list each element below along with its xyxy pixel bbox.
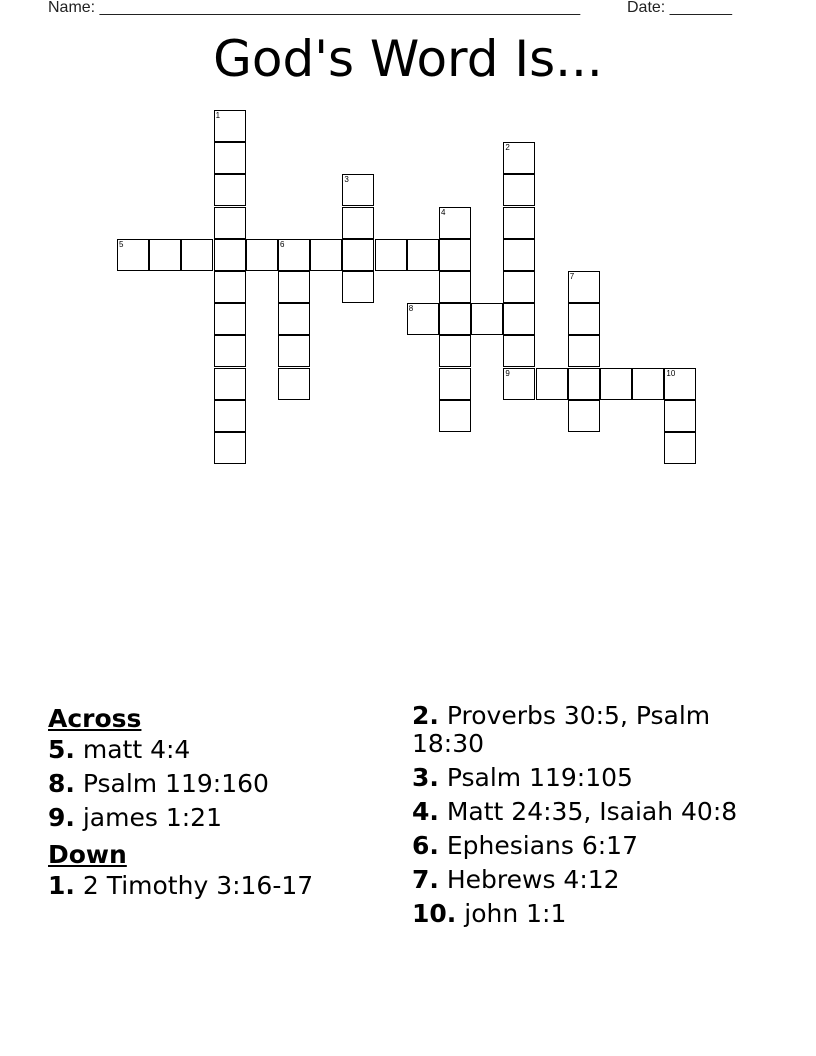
clue-down-6: 6. Ephesians 6:17 (412, 831, 638, 860)
crossword-cell[interactable] (439, 303, 471, 335)
name-field[interactable]: Name: ______________________________________________________ (48, 0, 581, 16)
crossword-cell[interactable] (342, 174, 374, 206)
crossword-cell[interactable] (149, 239, 181, 271)
clue-down-1: 1. 2 Timothy 3:16-17 (48, 871, 314, 900)
date-field[interactable]: Date: _______ (627, 0, 732, 16)
crossword-cell[interactable] (214, 110, 246, 142)
crossword-cell[interactable] (600, 368, 632, 400)
crossword-cell[interactable] (278, 303, 310, 335)
cell-number: 4 (441, 207, 446, 217)
clue-across-8: 8. Psalm 119:160 (48, 769, 269, 798)
clue-down-7: 7. Hebrews 4:12 (412, 865, 620, 894)
clue-across-9: 9. james 1:21 (48, 803, 222, 832)
clue-down-3: 3. Psalm 119:105 (412, 763, 633, 792)
crossword-cell[interactable] (503, 335, 535, 367)
clue-down-4: 4. Matt 24:35, Isaiah 40:8 (412, 797, 738, 826)
across-heading: Across (48, 704, 142, 733)
crossword-cell[interactable] (246, 239, 278, 271)
crossword-cell[interactable] (407, 239, 439, 271)
clue-down-2: 2. Proverbs 30:5, Psalm 18:30 (412, 701, 711, 758)
crossword-cell[interactable] (214, 303, 246, 335)
crossword-cell[interactable] (439, 207, 471, 239)
crossword-cell[interactable] (375, 239, 407, 271)
cell-number: 10 (666, 368, 676, 378)
crossword-cell[interactable] (439, 239, 471, 271)
clues-left-column (48, 702, 378, 906)
crossword-cell[interactable] (503, 207, 535, 239)
crossword-cell[interactable] (664, 400, 696, 432)
crossword-cell[interactable] (568, 303, 600, 335)
crossword-cell[interactable] (664, 432, 696, 464)
crossword-cell[interactable] (503, 239, 535, 271)
crossword-cell[interactable] (664, 368, 696, 400)
down-heading: Down (48, 840, 127, 869)
crossword-cell[interactable] (439, 400, 471, 432)
cell-number: 2 (505, 143, 510, 153)
crossword-cell[interactable] (568, 271, 600, 303)
crossword-cell[interactable] (181, 239, 213, 271)
crossword-cell[interactable] (214, 207, 246, 239)
crossword-cell[interactable] (214, 400, 246, 432)
cell-number: 6 (280, 239, 285, 249)
crossword-cell[interactable] (439, 368, 471, 400)
crossword-cell[interactable] (503, 142, 535, 174)
cell-number: 1 (215, 111, 221, 120)
crossword-cell[interactable] (568, 368, 600, 400)
crossword-cell[interactable] (310, 239, 342, 271)
crossword-cell[interactable] (471, 303, 503, 335)
crossword-cell[interactable] (278, 368, 310, 400)
crossword-cell[interactable] (342, 271, 374, 303)
crossword-cell[interactable] (632, 368, 664, 400)
crossword-cell[interactable] (503, 174, 535, 206)
crossword-cell[interactable] (439, 271, 471, 303)
cell-number: 5 (119, 239, 124, 249)
clue-down-10: 10. john 1:1 (412, 899, 567, 928)
crossword-cell[interactable] (278, 239, 310, 271)
cell-number: 3 (344, 175, 349, 185)
clue-across-5: 5. matt 4:4 (48, 735, 191, 764)
crossword-cell[interactable] (214, 239, 246, 271)
crossword-cell[interactable] (407, 303, 439, 335)
crossword-cell[interactable] (342, 207, 374, 239)
crossword-cell[interactable] (214, 432, 246, 464)
crossword-cell[interactable] (503, 271, 535, 303)
crossword-cell[interactable] (568, 335, 600, 367)
crossword-cell[interactable] (278, 335, 310, 367)
crossword-cell[interactable] (117, 239, 149, 271)
clues-right-column (412, 702, 762, 934)
crossword-cell[interactable] (568, 400, 600, 432)
cell-number: 7 (569, 272, 575, 281)
crossword-cell[interactable] (214, 142, 246, 174)
crossword-cell[interactable] (342, 239, 374, 271)
crossword-cell[interactable] (214, 174, 246, 206)
crossword-cell[interactable] (503, 368, 535, 400)
crossword-cell[interactable] (278, 271, 310, 303)
crossword-cell[interactable] (214, 335, 246, 367)
page-title: God's Word Is... (213, 30, 603, 88)
crossword-cell[interactable] (503, 303, 535, 335)
crossword-cell[interactable] (214, 368, 246, 400)
crossword-cell[interactable] (214, 271, 246, 303)
cell-number: 8 (408, 304, 414, 314)
cell-number: 9 (505, 368, 510, 378)
crossword-cell[interactable] (439, 335, 471, 367)
crossword-grid (0, 0, 816, 520)
crossword-cell[interactable] (536, 368, 568, 400)
